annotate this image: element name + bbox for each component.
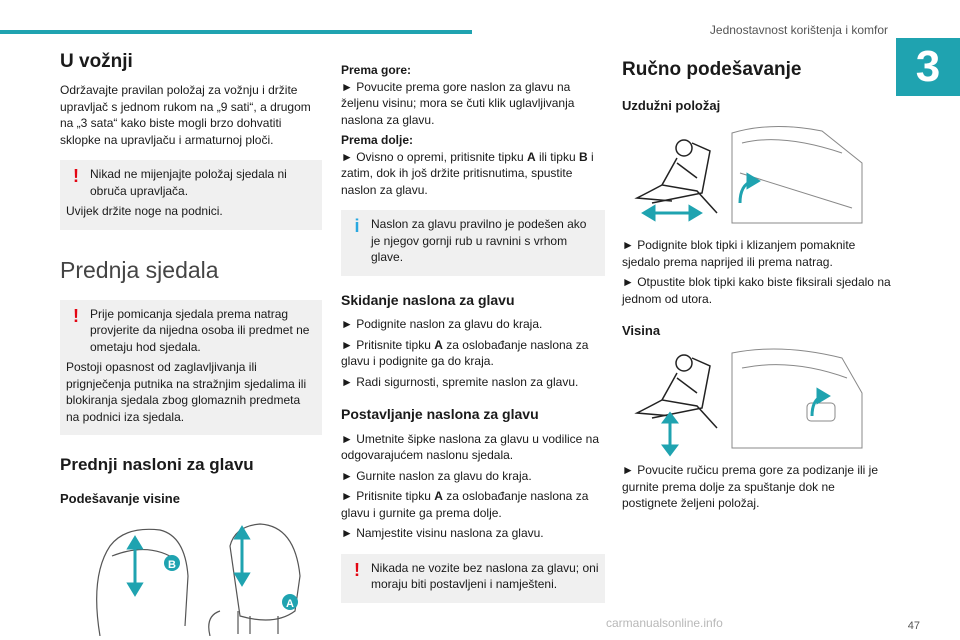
label-b: B <box>168 558 176 571</box>
info-box <box>341 210 605 276</box>
heading-nasloni: Prednji nasloni za glavu <box>60 455 254 474</box>
heading-prednja-sjedala: Prednja sjedala <box>60 256 219 283</box>
heading-skidanje: Skidanje naslona za glavu <box>341 291 515 308</box>
key-a: A <box>434 337 443 352</box>
section-title: Jednostavnost korištenja i komfor <box>709 23 888 37</box>
info-icon: i <box>354 216 360 236</box>
install-step: ► Namjestite visinu naslona za glavu. <box>341 526 544 540</box>
text-run: i zatim, dok ih još držite pritisnutima, spustite naslon za glavu. <box>341 149 594 197</box>
removal-step: ► Podignite naslon za glavu do kraja. <box>341 317 543 331</box>
warning-text: Nikada ne vozite bez naslona za glavu; oni moraju biti postavljeni i namješteni. <box>371 560 599 591</box>
warning-text: Nikad ne mijenjajte položaj sjedala ni obruča upravljača. <box>90 167 287 198</box>
up-text: ► Povucite prema gore naslon za glavu na željenu visinu; mora se čuti klik uglavljivanja naslona za glavu. <box>341 79 575 127</box>
removal-step: ► Radi sigurnosti, spremite naslon za glavu. <box>341 374 579 389</box>
heading-rucno: Ručno podešavanje <box>622 59 802 80</box>
text-run: ► Pritisnite tipku <box>341 489 435 503</box>
warning-box-2 <box>60 300 322 436</box>
key-b: B <box>578 149 588 164</box>
text-run: za oslobađanje naslona za glavu i gurnite ga prema dolje. <box>341 489 589 520</box>
up-title: Prema gore: <box>341 63 412 77</box>
warning-text: Postoji opasnost od zaglavljivanja ili prignječenja putnika na stražnjim sjedalima ili blokiranja sjedala zbog glomaznih predmeta na podnici iza sjedala. <box>66 360 307 424</box>
warning-box-1 <box>60 160 322 230</box>
warning-box-3 <box>341 554 605 603</box>
install-step <box>341 488 605 521</box>
heading-uzduzni: Uzdužni položaj <box>622 98 721 113</box>
headrest-illustration <box>60 516 322 636</box>
text-run: ► Ovisno o opremi, pritisnite tipku <box>341 149 527 164</box>
warning-icon: ! <box>73 305 79 326</box>
text-run: ili tipku <box>535 149 579 164</box>
heading-podesavanje-visine: Podešavanje visine <box>60 491 180 506</box>
down-title: Prema dolje: <box>341 133 414 147</box>
warning-text: Prije pomicanja sjedala prema natrag provjerite da nijedna osoba ili predmet ne ometaju hod sjedala. <box>90 306 310 354</box>
longitudinal-step: ► Otpustite blok tipki kako biste fiksirali sjedalo na jednom od utora. <box>622 275 891 306</box>
heading-visina: Visina <box>622 323 661 338</box>
text-run: ► Pritisnite tipku <box>341 337 435 352</box>
watermark: carmanualsonline.info <box>606 616 723 630</box>
warning-text: Uvijek držite noge na podnici. <box>66 204 223 218</box>
column-1 <box>60 50 322 640</box>
chapter-number: 3 <box>896 38 960 96</box>
label-a: A <box>286 597 294 610</box>
removal-step <box>341 337 605 370</box>
header-accent-bar <box>0 30 472 34</box>
heading-u-voznji: U vožnji <box>60 51 133 72</box>
page-number: 47 <box>907 620 920 632</box>
height-illustration <box>622 348 892 458</box>
install-step: ► Gurnite naslon za glavu do kraja. <box>341 468 532 483</box>
warning-icon: ! <box>354 559 360 580</box>
text-run: za oslobađanje naslona za glavu i podignite ga do kraja. <box>341 337 589 368</box>
key-a: A <box>434 489 443 503</box>
install-step: ► Umetnite šipke naslona za glavu u vodilice na odgovarajućem naslonu sjedala. <box>341 431 600 462</box>
warning-icon: ! <box>73 166 79 186</box>
down-text <box>341 149 605 199</box>
longitudinal-illustration <box>622 123 892 233</box>
key-a: A <box>526 149 536 164</box>
column-2 <box>341 62 605 615</box>
info-text: Naslon za glavu pravilno je podešen ako je njegov gornji rub u ravnini s vrhom glave. <box>371 217 587 264</box>
longitudinal-step: ► Podignite blok tipki i klizanjem pomaknite sjedalo prema naprijed ili prema natrag. <box>622 238 856 269</box>
column-3 <box>622 50 892 516</box>
intro-text: Održavajte pravilan položaj za vožnju i držite upravljač s jednom rukom na „9 sati“, a drugom na „3 sata“ kako biste mogli brzo dohvatiti sklopke na upravljaču i armaturnoj ploči. <box>60 83 311 147</box>
heading-postavljanje: Postavljanje naslona za glavu <box>341 406 539 422</box>
height-step: ► Povucite ručicu prema gore za podizanje ili je gurnite prema dolje za spuštanje dok ne postignete željeni položaj. <box>622 463 879 510</box>
